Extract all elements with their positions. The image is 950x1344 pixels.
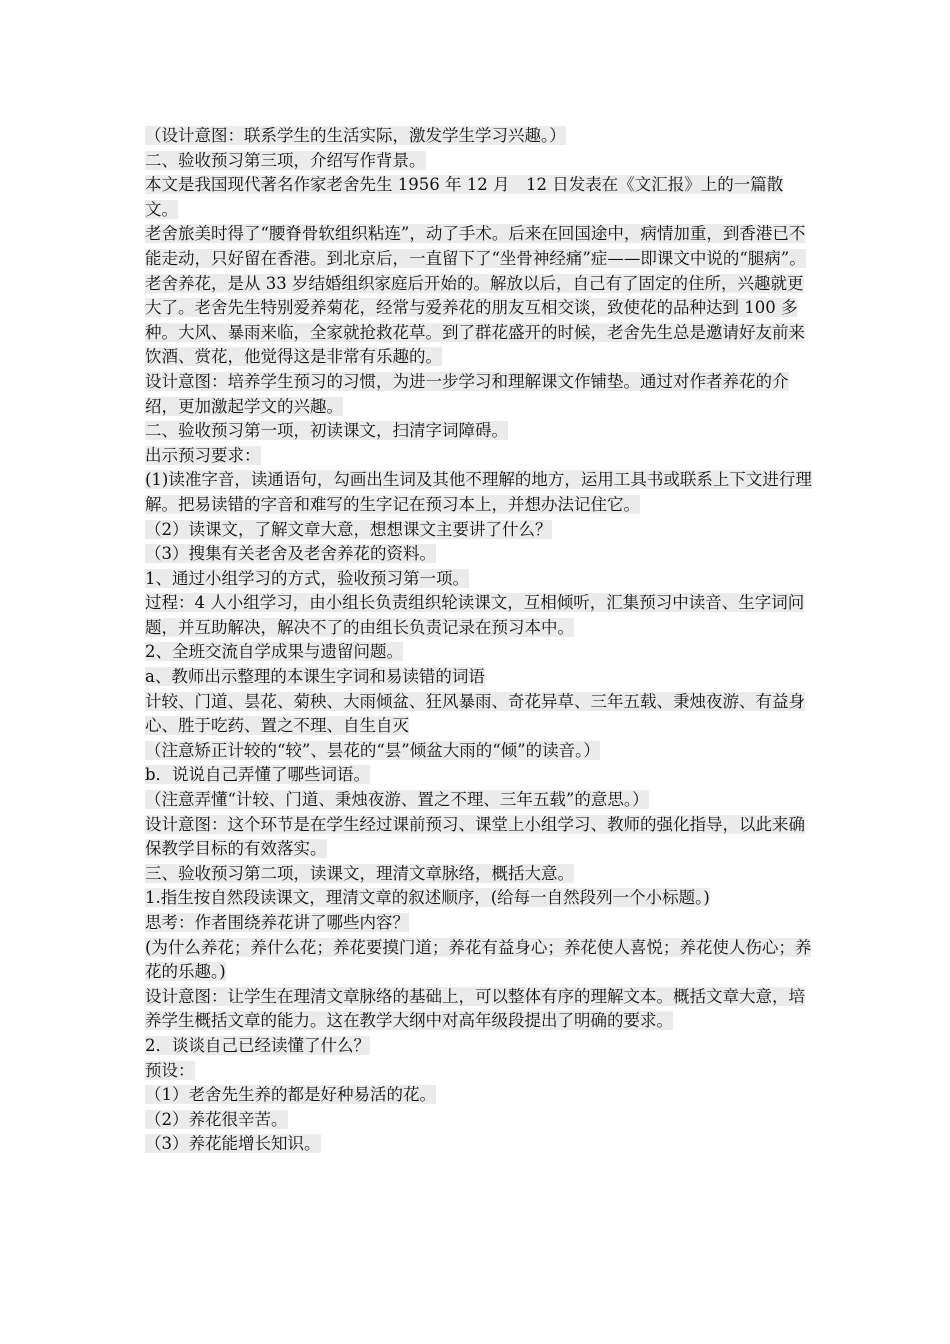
paragraph-meaning-note: （注意弄懂“计较、门道、秉烛夜游、置之不理、三年五载”的意思。）	[145, 790, 649, 810]
paragraph-process: 过程：4 人小组学习，由小组长负责组织轮读课文，互相倾听，汇集预习中读音、生字词问题，并互助解决，解决不了的由组长负责记录在预习本中。	[145, 593, 805, 637]
paragraph-class-exchange: 2、全班交流自学成果与遗留问题。	[145, 642, 403, 662]
list-item-requirement-3: （3）搜集有关老舍及老舍养花的资料。	[145, 544, 436, 564]
list-item-preset-2: （2）养花很辛苦。	[145, 1109, 288, 1129]
paragraph-design-intent-1: （设计意图：联系学生的生活实际，激发学生学习兴趣。）	[145, 126, 566, 145]
paragraph-presets: 预设：	[145, 1060, 195, 1080]
list-item-preset-1: （1）老舍先生养的都是好种易活的花。	[145, 1085, 436, 1105]
heading-check-preview-2: 三、验收预习第二项，读课文，理清文章脉络，概括大意。	[145, 863, 574, 883]
heading-check-preview-1: 二、验收预习第一项，初读课文，扫清字词障碍。	[145, 421, 508, 441]
list-item-requirement-1: (1)读准字音，读通语句，勾画出生词及其他不理解的地方，运用工具书或联系上下文进行理解。把易读错的字音和难写的生字记在预习本上，并想办法记住它。	[145, 470, 812, 514]
list-item-preset-3: （3）养花能增长知识。	[145, 1134, 321, 1154]
paragraph-design-intent-3: 设计意图：这个环节是在学生经过课前预习、课堂上小组学习、教师的强化指导，以此来确保教学目标的有效落实。	[145, 814, 805, 859]
paragraph-words-understood: b．说说自己弄懂了哪些词语。	[145, 765, 371, 785]
paragraph-section-titles: (为什么养花；养什么花；养花要摸门道；养花有益身心；养花使人喜悦；养花使人伤心；养花的乐趣。)	[145, 937, 812, 982]
paragraph-design-intent-4: 设计意图：让学生在理清文章脉络的基础上，可以整体有序的理解文本。概括文章大意，培养学生概括文章的能力。这在教学大纲中对高年级段提出了明确的要求。	[145, 986, 805, 1031]
heading-check-preview-3: 二、验收预习第三项，介绍写作背景。	[145, 150, 426, 170]
document-body	[145, 124, 813, 1157]
paragraph-pronunciation-note: （注意矫正计较的“较”、昙花的“昙”倾盆大雨的“倾”的读音。）	[145, 740, 600, 760]
paragraph-vocab-intro: a、教师出示整理的本课生字词和易读错的词语	[145, 667, 485, 687]
list-item-requirement-2: （2）读课文，了解文章大意，想想课文主要讲了什么？	[145, 519, 552, 539]
paragraph-lao-she-illness: 老舍旅美时得了“腰脊骨软组织粘连”，动了手术。后来在回国途中，病情加重，到香港已不能走动，只好留在香港。到北京后，一直留下了“坐骨神经痛”症——即课文中说的“腿病”。	[145, 224, 806, 268]
paragraph-vocab-list: 计较、门道、昙花、菊秧、大雨倾盆、狂风暴雨、奇花异草、三年五载、秉烛夜游、有益身心、胜于吃药、置之不理、自生自灭	[145, 691, 805, 736]
paragraph-lao-she-flowers: 老舍养花，是从 33 岁结婚组织家庭后开始的。解放以后，自己有了固定的住所，兴趣就更大了。老舍先生特别爱养菊花，经常与爱养花的朋友互相交谈，致使花的品种达到 100 多种。大风、暴雨来临，全家就抢救花草。到了群花盛开的时候，老舍先生总是邀请好友前来饮酒、赏花，他觉得这是非常有乐趣的。	[145, 273, 805, 367]
paragraph-background-intro: 本文是我国现代著名作家老舍先生 1956 年 12 月 12 日发表在《文汇报》上的一篇散文。	[145, 175, 784, 219]
paragraph-preview-requirements: 出示预习要求：	[145, 445, 261, 465]
paragraph-what-understood: 2．谈谈自己已经读懂了什么？	[145, 1035, 370, 1055]
paragraph-think-question: 思考：作者围绕养花讲了哪些内容？	[145, 913, 409, 932]
paragraph-design-intent-2: 设计意图：培养学生预习的习惯，为进一步学习和理解课文作铺垫。通过对作者养花的介绍，更加激起学文的兴趣。	[145, 371, 789, 416]
paragraph-read-by-section: 1.指生按自然段读课文，理清文章的叙述顺序，(给每一自然段列一个小标题。)	[145, 888, 710, 908]
paragraph-group-study: 1、通过小组学习的方式，验收预习第一项。	[145, 568, 469, 588]
